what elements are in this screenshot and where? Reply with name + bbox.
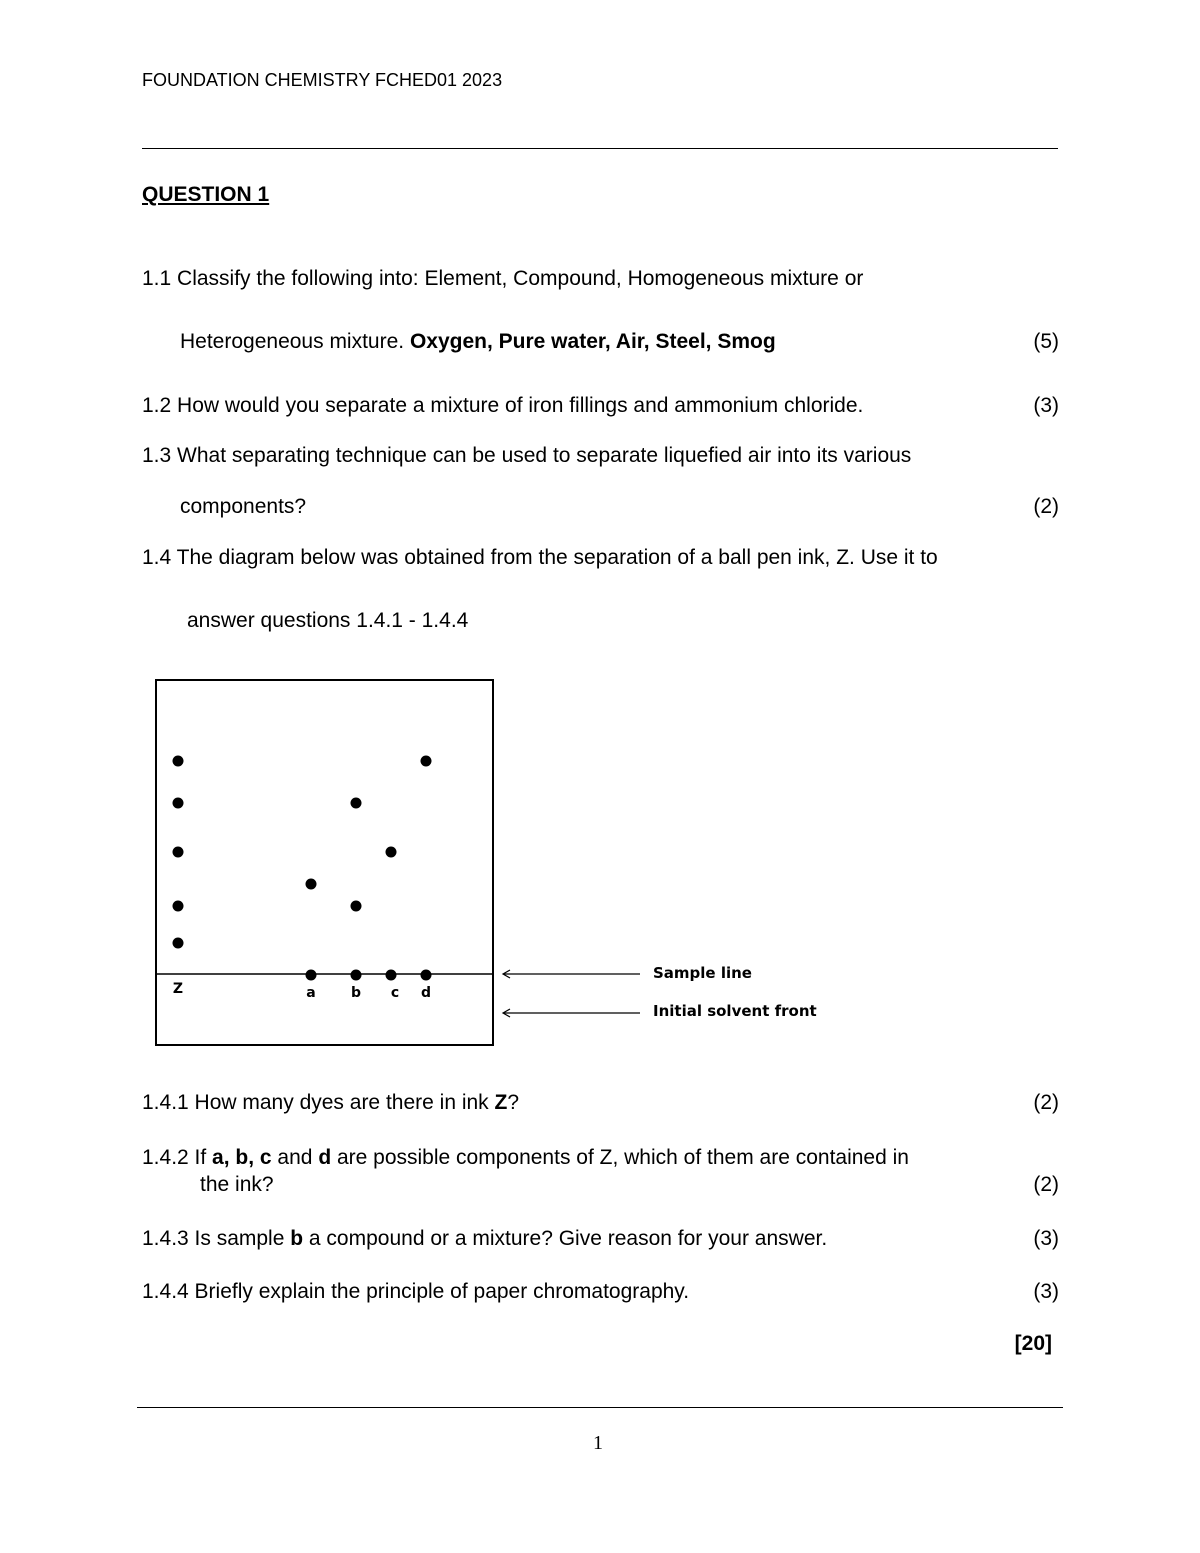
- q1-1-items: Oxygen, Pure water, Air, Steel, Smog: [409, 330, 776, 353]
- q1-4-3-mark: (3): [1033, 1227, 1059, 1250]
- q1-4-2-a: a: [212, 1146, 224, 1169]
- spot-z-1: [173, 756, 184, 767]
- lane-z-spots: [173, 756, 184, 949]
- q1-2-text: 1.2 How would you separate a mixture of iron fillings and ammonium chloride.: [142, 394, 864, 417]
- q1-3-line1: 1.3 What separating technique can be used to separate liquefied air into its various: [142, 444, 912, 467]
- question-title: QUESTION 1: [142, 183, 270, 206]
- q1-4-2-d: d: [318, 1146, 332, 1169]
- q1-4-2-mark: (2): [1033, 1173, 1059, 1196]
- lane-b-spots: [351, 798, 362, 981]
- page-number: 1: [593, 1432, 603, 1454]
- q1-4-2-c: c: [259, 1146, 272, 1169]
- chromatography-paper: [156, 680, 493, 1045]
- spot-b-1: [351, 798, 362, 809]
- spot-b-2: [351, 901, 362, 912]
- q1-4-line1: 1.4 The diagram below was obtained from the separation of a ball pen ink, Z. Use it to: [142, 546, 938, 569]
- lane-label-z: Z: [172, 981, 184, 997]
- q1-4-4-mark: (3): [1033, 1280, 1059, 1303]
- spot-a-1: [306, 879, 317, 890]
- q1-4-1-post: ?: [507, 1091, 520, 1114]
- solvent-front-label: Initial solvent front: [653, 1002, 817, 1020]
- spot-z-5: [173, 938, 184, 949]
- lane-label-d: d: [420, 985, 432, 1001]
- spot-b-origin: [351, 970, 362, 981]
- q1-4-2-b: b: [235, 1146, 249, 1169]
- q1-4-2-and: and: [271, 1146, 319, 1169]
- q1-4-line2: answer questions 1.4.1 - 1.4.4: [187, 609, 469, 632]
- q1-4-2-line2: the ink?: [200, 1173, 274, 1196]
- q1-4-2-post: are possible components of Z, which of them are contained in: [331, 1146, 909, 1169]
- q1-2-mark: (3): [1033, 394, 1059, 417]
- q1-3-line2: components?: [180, 495, 307, 518]
- question-total: [20]: [1014, 1332, 1052, 1355]
- q1-4-1-pre: 1.4.1 How many dyes are there in ink: [142, 1091, 495, 1114]
- lane-label-c: c: [390, 985, 400, 1001]
- q1-4-4-text: 1.4.4 Briefly explain the principle of paper chromatography.: [142, 1280, 690, 1303]
- q1-1-line2-text: Heterogeneous mixture.: [180, 330, 410, 353]
- q1-1-line1: 1.1 Classify the following into: Element, Compound, Homogeneous mixture or: [142, 267, 864, 290]
- q1-4-3-pre: 1.4.3 Is sample: [142, 1227, 291, 1250]
- solvent-front-arrow: [503, 1009, 640, 1017]
- spot-c-1: [386, 847, 397, 858]
- sample-line-label: Sample line: [653, 964, 752, 982]
- lane-a-spots: [306, 879, 317, 981]
- document-header: FOUNDATION CHEMISTRY FCHED01 2023: [142, 70, 503, 90]
- spot-c-origin: [386, 970, 397, 981]
- q1-4-1-z: Z: [494, 1091, 508, 1114]
- q1-4-1-text: [142, 1090, 519, 1116]
- lane-d-spots: [421, 756, 432, 981]
- lane-c-spots: [386, 847, 397, 981]
- q1-4-2-pre: 1.4.2 If: [142, 1146, 213, 1169]
- spot-z-4: [173, 901, 184, 912]
- spot-z-3: [173, 847, 184, 858]
- lane-label-a: a: [306, 985, 316, 1001]
- spot-a-origin: [306, 970, 317, 981]
- q1-4-3-b: b: [290, 1227, 304, 1250]
- spot-z-2: [173, 798, 184, 809]
- q1-4-3-text: [142, 1226, 827, 1252]
- sample-line-arrow: [503, 970, 640, 978]
- footer-rule: [137, 1407, 1063, 1408]
- q1-4-2-sep1: ,: [223, 1146, 236, 1169]
- spot-d-1: [421, 756, 432, 767]
- q1-4-2-line1: [142, 1145, 909, 1171]
- q1-3-mark: (2): [1033, 495, 1059, 518]
- q1-4-1-mark: (2): [1033, 1091, 1059, 1114]
- q1-1-mark: (5): [1033, 330, 1059, 353]
- spot-d-origin: [421, 970, 432, 981]
- q1-4-2-sep2: ,: [248, 1146, 260, 1169]
- q1-4-3-post: a compound or a mixture? Give reason for your answer.: [303, 1227, 828, 1250]
- lane-label-b: b: [350, 985, 362, 1001]
